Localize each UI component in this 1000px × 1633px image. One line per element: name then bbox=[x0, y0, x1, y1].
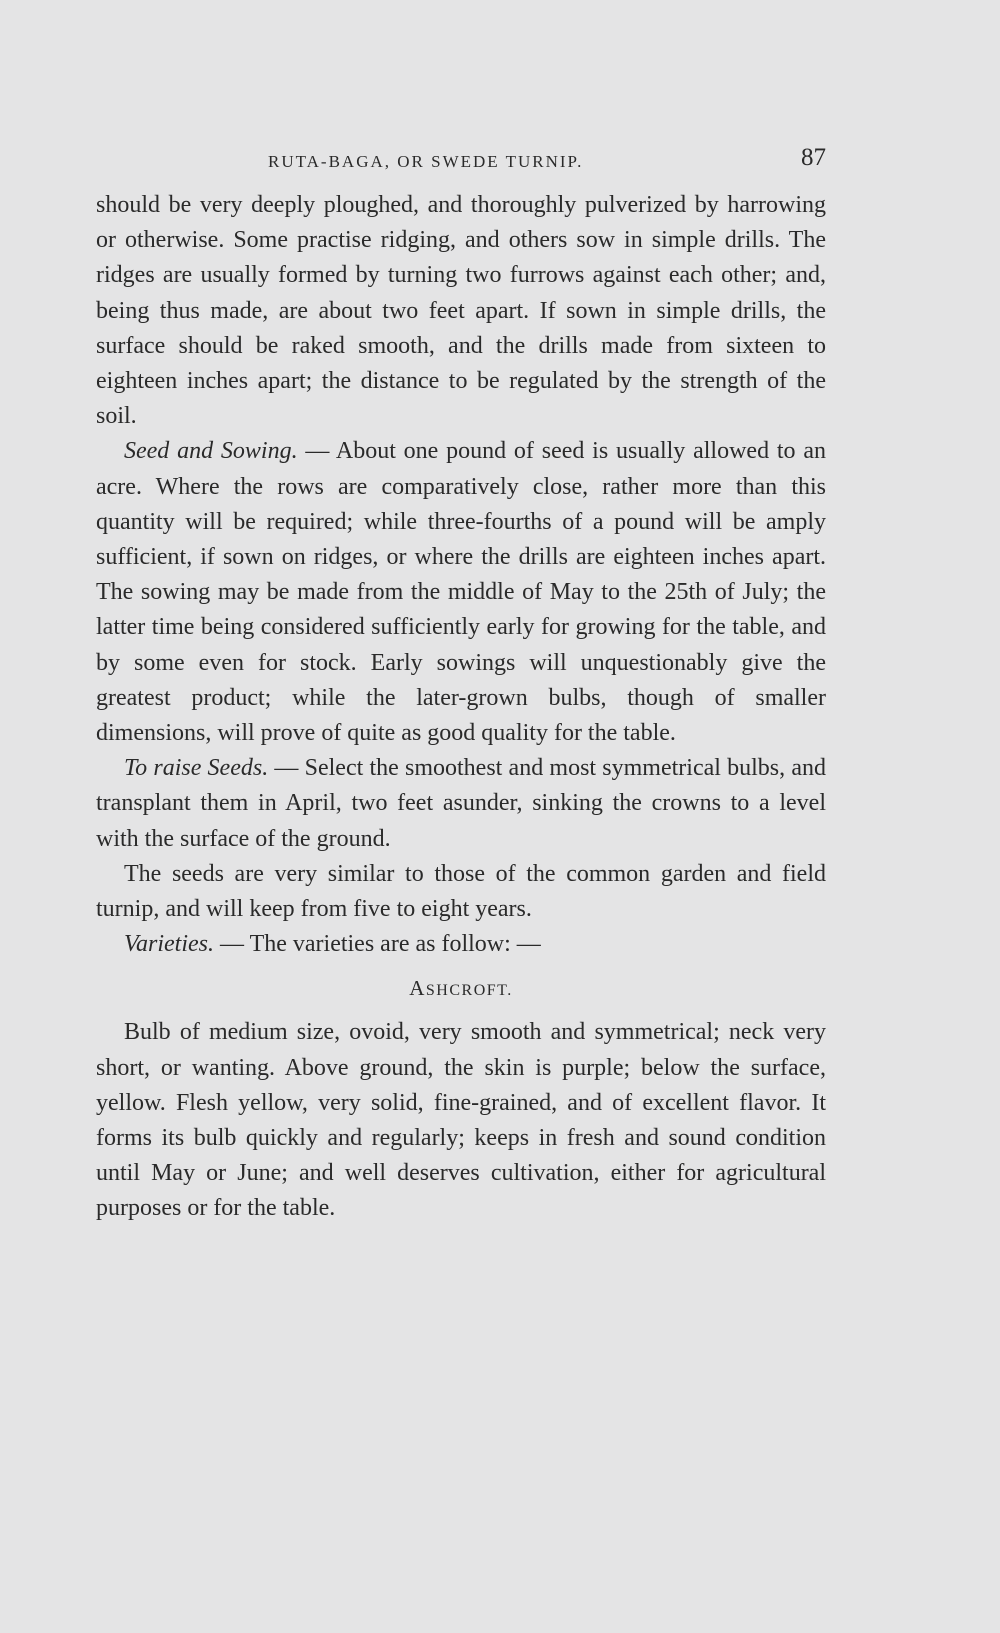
paragraph-to-raise-seeds bbox=[96, 751, 826, 857]
paragraph-varieties bbox=[96, 927, 826, 962]
paragraph-continuation: should be very deeply ploughed, and thoroughly pulverized by harrowing or otherwise. Some practise ridging, and others sow in simple drills. The ridges are usually formed by turning two furrows against each other; and, being thus made, are about two feet apart. If sown in simple drills, the surface should be raked smooth, and the drills made from sixteen to eighteen inches apart; the distance to be regulated by the strength of the soil. bbox=[96, 192, 826, 430]
book-page bbox=[96, 140, 826, 1227]
running-title: RUTA-BAGA, OR SWEDE TURNIP. bbox=[268, 152, 584, 171]
variety-initial: A bbox=[409, 976, 426, 1001]
paragraph-seeds-similar: The seeds are very similar to those of the common garden and field turnip, and will keep from five to eight years. bbox=[96, 860, 826, 923]
running-head bbox=[96, 140, 826, 188]
heading-seed-and-sowing: Seed and Sowing. bbox=[124, 438, 298, 465]
paragraph-ashcroft-description: Bulb of medium size, ovoid, very smooth and symmetrical; neck very short, or wanting. Above ground, the skin is purple; below the surface, yellow. Flesh yellow, very solid, fine-grained, and of excellent flavor. It forms its bulb quickly and regularly; keeps in fresh and sound condition until May or June; and well deserves cultivation, either for agricultural purposes or for the table. bbox=[96, 1019, 826, 1222]
to-raise-seeds-text: — Select the smoothest and most symmetrical bulbs, and transplant them in April, two feet asunder, sinking the crowns to a level with the surface of the ground. bbox=[96, 755, 826, 852]
variety-heading-ashcroft bbox=[96, 976, 826, 1001]
seed-and-sowing-text: — About one pound of seed is usually allowed to an acre. Where the rows are comparatively close, rather more than this quantity will be required; while three-fourths of a pound will be amply sufficient, if sown on ridges, or where the drills are eighteen inches apart. The sowing may be made from the middle of May to the 25th of July; the latter time being considered sufficiently early for growing for the table, and by some even for stock. Early sowings will unquestionably give the greatest product; while the later-grown bulbs, though of smaller dimensions, will prove of quite as good quality for the table. bbox=[96, 438, 827, 747]
varieties-text: — The varieties are as follow: — bbox=[214, 931, 541, 958]
paragraph-seed-and-sowing bbox=[96, 434, 826, 751]
page-number: 87 bbox=[801, 144, 826, 171]
heading-varieties: Varieties. bbox=[124, 931, 214, 958]
heading-to-raise-seeds: To raise Seeds. bbox=[124, 755, 269, 782]
variety-name-rest: SHCROFT. bbox=[425, 982, 513, 1000]
